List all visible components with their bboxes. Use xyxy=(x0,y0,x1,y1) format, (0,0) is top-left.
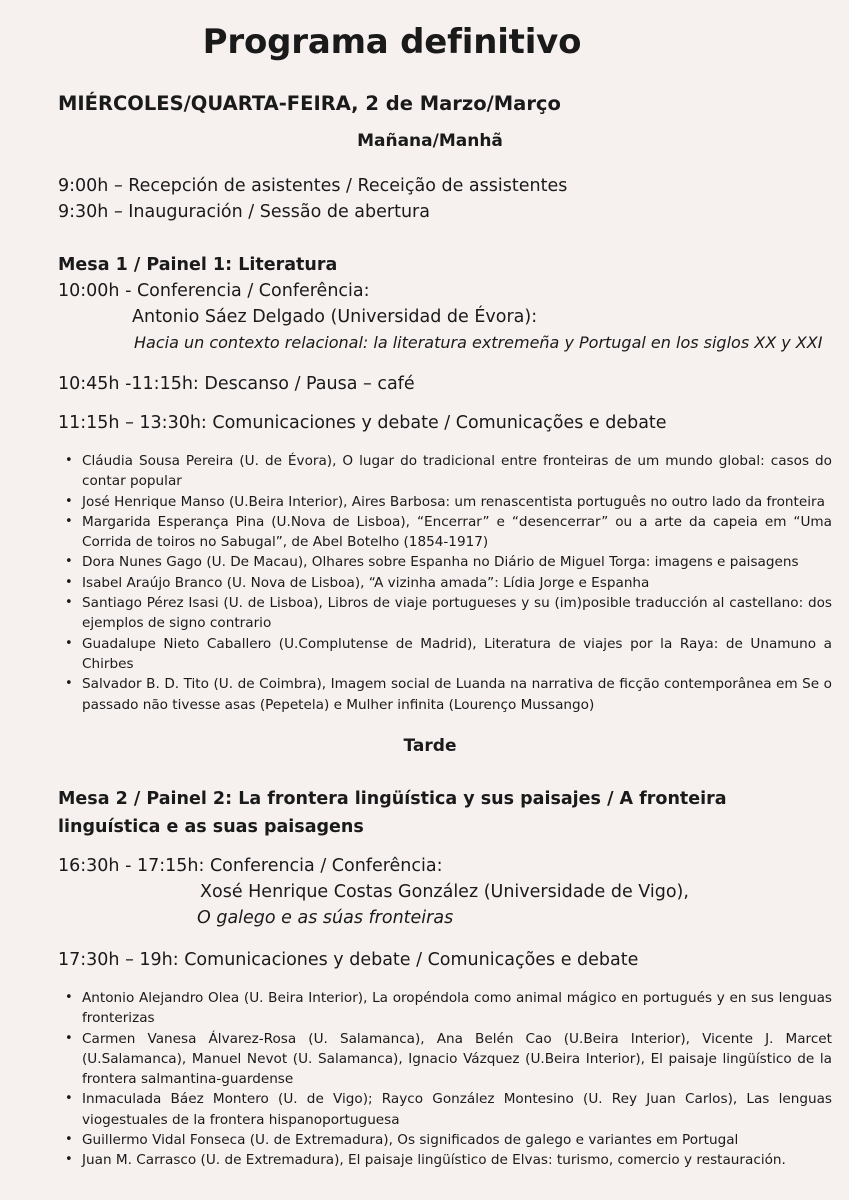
schedule-line-opening: 9:30h – Inauguración / Sessão de abertura xyxy=(58,202,430,222)
list-item: • Salvador B. D. Tito (U. de Coimbra), Imagem social de Luanda na narrativa de ficção contemporânea em Se o passado não tivesse asas (Pepetela) e Mulher infinita (Lourenço Mussango) xyxy=(82,674,832,715)
mesa1-break: 10:45h -11:15h: Descanso / Pausa – café xyxy=(58,374,415,394)
list-item: • José Henrique Manso (U.Beira Interior), Aires Barbosa: um renascentista português no outro lado da fronteira xyxy=(82,492,832,512)
list-item: • Margarida Esperança Pina (U.Nova de Lisboa), “Encerrar” e “desencerrar” ou a arte da capeia em “Uma Corrida de toiros no Sabugal”, de Abel Botelho (1854-1917) xyxy=(82,512,832,553)
list-item: • Juan M. Carrasco (U. de Extremadura), El paisaje lingüístico de Elvas: turismo, comercio y restauración. xyxy=(82,1150,832,1170)
day-heading: MIÉRCOLES/QUARTA-FEIRA, 2 de Marzo/Março xyxy=(58,92,561,115)
mesa2-talk-title: O galego e as súas fronteiras xyxy=(197,908,454,928)
morning-heading: Mañana/Manhã xyxy=(357,131,503,151)
mesa2-communications-list xyxy=(58,988,832,1171)
list-item: • Isabel Araújo Branco (U. Nova de Lisboa), “A vizinha amada”: Lídia Jorge e Espanha xyxy=(82,573,832,593)
mesa1-debate: 11:15h – 13:30h: Comunicaciones y debate / Comunicações e debate xyxy=(58,413,667,433)
mesa1-conference-time: 10:00h - Conferencia / Conferência: xyxy=(58,281,370,301)
mesa2-heading: Mesa 2 / Painel 2: La frontera lingüística y sus paisajes / A fronteira linguística e as suas paisagens xyxy=(58,789,727,837)
mesa1-talk-title: Hacia un contexto relacional: la literatura extremeña y Portugal en los siglos XX y XXI xyxy=(134,333,823,352)
list-item: • Inmaculada Báez Montero (U. de Vigo); Rayco González Montesino (U. Rey Juan Carlos), Las lenguas viogestuales de la frontera hispanoportuguesa xyxy=(82,1089,832,1130)
afternoon-heading: Tarde xyxy=(403,736,457,756)
list-item: • Carmen Vanesa Álvarez-Rosa (U. Salamanca), Ana Belén Cao (U.Beira Interior), Vicente J. Marcet (U.Salamanca), Manuel Nevot (U. Salamanca), Ignacio Vázquez (U.Beira Interior), El paisaje lingüístico de la frontera salmantina-guardense xyxy=(82,1029,832,1090)
list-item: • Cláudia Sousa Pereira (U. de Évora), O lugar do tradicional entre fronteiras de um mundo global: casos do contar popular xyxy=(82,451,832,492)
list-item: • Antonio Alejandro Olea (U. Beira Interior), La oropéndola como animal mágico en portugués y en sus lenguas fronterizas xyxy=(82,988,832,1029)
mesa1-heading: Mesa 1 / Painel 1: Literatura xyxy=(58,255,338,275)
mesa2-debate: 17:30h – 19h: Comunicaciones y debate / Comunicações e debate xyxy=(58,950,639,970)
page-title: Programa definitivo xyxy=(202,22,582,62)
mesa1-speaker: Antonio Sáez Delgado (Universidad de Évora): xyxy=(132,307,538,327)
mesa2-conference-time: 16:30h - 17:15h: Conferencia / Conferência: xyxy=(58,856,443,876)
list-item: • Santiago Pérez Isasi (U. de Lisboa), Libros de viaje portugueses y su (im)posible traducción al castellano: dos ejemplos de signo contrario xyxy=(82,593,832,634)
list-item: • Dora Nunes Gago (U. De Macau), Olhares sobre Espanha no Diário de Miguel Torga: imagens e paisagens xyxy=(82,552,832,572)
mesa2-speaker: Xosé Henrique Costas González (Universidade de Vigo), xyxy=(200,882,689,902)
mesa1-communications-list xyxy=(58,451,832,715)
schedule-line-reception: 9:00h – Recepción de asistentes / Receição de assistentes xyxy=(58,176,568,196)
list-item: • Guadalupe Nieto Caballero (U.Complutense de Madrid), Literatura de viajes por la Raya: de Unamuno a Chirbes xyxy=(82,634,832,675)
list-item: • Guillermo Vidal Fonseca (U. de Extremadura), Os significados de galego e variantes em Portugal xyxy=(82,1130,832,1150)
